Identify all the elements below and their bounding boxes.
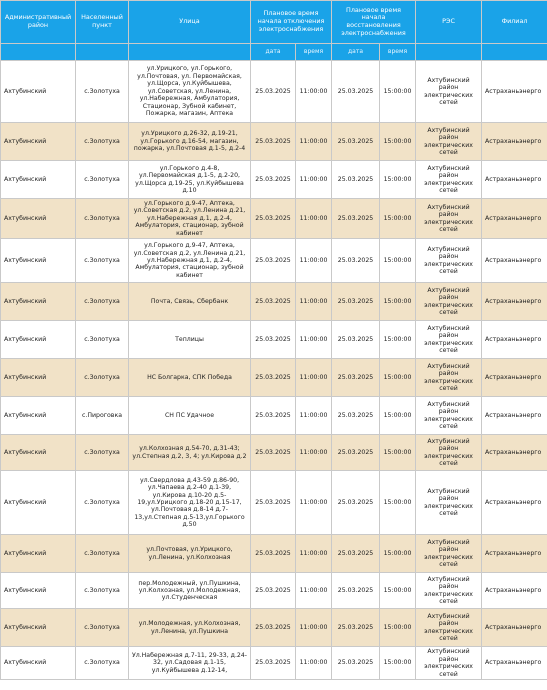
on-date-cell: 25.03.2025 — [332, 123, 380, 161]
street-cell: СН ПС Удачное — [129, 397, 251, 435]
header-off-date: дата — [251, 44, 296, 61]
district-cell: Ахтубинский — [1, 471, 76, 535]
on-date-cell: 25.03.2025 — [332, 161, 380, 199]
off-date-cell: 25.03.2025 — [251, 573, 296, 609]
district-cell: Ахтубинский — [1, 609, 76, 647]
branch-cell: Астраханьэнерго — [482, 359, 547, 397]
on-date-cell: 25.03.2025 — [332, 359, 380, 397]
on-time-cell: 15:00:00 — [380, 359, 416, 397]
table-row — [1, 647, 547, 680]
off-date-cell: 25.03.2025 — [251, 123, 296, 161]
table-row — [1, 609, 547, 647]
on-time-cell: 15:00:00 — [380, 61, 416, 123]
branch-cell: Астраханьэнерго — [482, 609, 547, 647]
res-cell: Ахтубинский район электрических сетей — [416, 283, 482, 321]
on-date-cell: 25.03.2025 — [332, 435, 380, 471]
street-cell: ул.Урицкого, ул.Горького, ул.Почтовая, ул. Первомайская, ул.Щорса, ул.Куйбышева, ул.Советская, ул.Ленина, ул.Набережная, Амбулатория, Стационар, Зубной кабинет, Пожарка, магазин, Аптека — [129, 61, 251, 123]
header-sub-empty — [416, 44, 482, 61]
on-time-cell: 15:00:00 — [380, 283, 416, 321]
res-cell: Ахтубинский район электрических сетей — [416, 535, 482, 573]
off-date-cell: 25.03.2025 — [251, 609, 296, 647]
district-cell: Ахтубинский — [1, 573, 76, 609]
street-cell: НС Болгарка, СПК Победа — [129, 359, 251, 397]
off-time-cell: 11:00:00 — [296, 199, 332, 239]
on-time-cell: 15:00:00 — [380, 435, 416, 471]
header-sub-empty — [76, 44, 129, 61]
off-time-cell: 11:00:00 — [296, 161, 332, 199]
table-row — [1, 61, 547, 123]
settlement-cell: с.Золотуха — [76, 609, 129, 647]
header-on-date: дата — [332, 44, 380, 61]
on-date-cell: 25.03.2025 — [332, 283, 380, 321]
district-cell: Ахтубинский — [1, 647, 76, 680]
res-cell: Ахтубинский район электрических сетей — [416, 647, 482, 680]
on-time-cell: 15:00:00 — [380, 647, 416, 680]
off-time-cell: 11:00:00 — [296, 435, 332, 471]
settlement-cell: с.Золотуха — [76, 321, 129, 359]
on-date-cell: 25.03.2025 — [332, 397, 380, 435]
off-date-cell: 25.03.2025 — [251, 199, 296, 239]
table-row — [1, 283, 547, 321]
street-cell: ул.Молодежная, ул.Колхозная, ул.Ленина, ул.Пушкина — [129, 609, 251, 647]
branch-cell: Астраханьэнерго — [482, 61, 547, 123]
table-row — [1, 199, 547, 239]
res-cell: Ахтубинский район электрических сетей — [416, 321, 482, 359]
on-time-cell: 15:00:00 — [380, 471, 416, 535]
branch-cell: Астраханьэнерго — [482, 123, 547, 161]
settlement-cell: с.Золотуха — [76, 647, 129, 680]
table-row — [1, 359, 547, 397]
off-time-cell: 11:00:00 — [296, 573, 332, 609]
res-cell: Ахтубинский район электрических сетей — [416, 61, 482, 123]
table-row — [1, 535, 547, 573]
settlement-cell: с.Золотуха — [76, 535, 129, 573]
on-time-cell: 15:00:00 — [380, 321, 416, 359]
street-cell: ул.Горького д.4-8, ул.Первомайская д.1-5, д.2-20, ул.Щорса д.19-25, ул.Куйбышева д.10 — [129, 161, 251, 199]
header-district: Административный район — [1, 1, 76, 44]
res-cell: Ахтубинский район электрических сетей — [416, 609, 482, 647]
table-row — [1, 471, 547, 535]
off-date-cell: 25.03.2025 — [251, 397, 296, 435]
off-time-cell: 11:00:00 — [296, 471, 332, 535]
off-date-cell: 25.03.2025 — [251, 283, 296, 321]
street-cell: ул.Колхозная д.54-70, д.31-43; ул.Степная д.2, 3, 4; ул.Кирова д.2 — [129, 435, 251, 471]
branch-cell: Астраханьэнерго — [482, 199, 547, 239]
district-cell: Ахтубинский — [1, 535, 76, 573]
header-branch: Филиал — [482, 1, 547, 44]
settlement-cell: с.Золотуха — [76, 239, 129, 283]
on-date-cell: 25.03.2025 — [332, 609, 380, 647]
res-cell: Ахтубинский район электрических сетей — [416, 239, 482, 283]
off-time-cell: 11:00:00 — [296, 397, 332, 435]
header-on-time: Плановое время начала восстановления электроснабжения — [332, 1, 416, 44]
on-date-cell: 25.03.2025 — [332, 647, 380, 680]
settlement-cell: с.Золотуха — [76, 283, 129, 321]
off-date-cell: 25.03.2025 — [251, 321, 296, 359]
on-date-cell: 25.03.2025 — [332, 471, 380, 535]
res-cell: Ахтубинский район электрических сетей — [416, 573, 482, 609]
on-time-cell: 15:00:00 — [380, 123, 416, 161]
table-row — [1, 239, 547, 283]
table-row — [1, 123, 547, 161]
res-cell: Ахтубинский район электрических сетей — [416, 161, 482, 199]
header-off-time-sub: время — [296, 44, 332, 61]
settlement-cell: с.Золотуха — [76, 61, 129, 123]
on-date-cell: 25.03.2025 — [332, 321, 380, 359]
header-settlement: Населенный пункт — [76, 1, 129, 44]
settlement-cell: с.Золотуха — [76, 573, 129, 609]
on-time-cell: 15:00:00 — [380, 239, 416, 283]
branch-cell: Астраханьэнерго — [482, 397, 547, 435]
off-date-cell: 25.03.2025 — [251, 359, 296, 397]
street-cell: пер.Молодежный, ул.Пушкина, ул.Колхозная, ул.Молодежная, ул.Студенческая — [129, 573, 251, 609]
on-time-cell: 15:00:00 — [380, 535, 416, 573]
res-cell: Ахтубинский район электрических сетей — [416, 397, 482, 435]
branch-cell: Астраханьэнерго — [482, 161, 547, 199]
settlement-cell: с.Золотуха — [76, 435, 129, 471]
on-time-cell: 15:00:00 — [380, 397, 416, 435]
table-header — [1, 1, 547, 61]
off-time-cell: 11:00:00 — [296, 61, 332, 123]
table-row — [1, 397, 547, 435]
branch-cell: Астраханьэнерго — [482, 535, 547, 573]
res-cell: Ахтубинский район электрических сетей — [416, 471, 482, 535]
settlement-cell: с.Золотуха — [76, 199, 129, 239]
off-time-cell: 11:00:00 — [296, 535, 332, 573]
branch-cell: Астраханьэнерго — [482, 573, 547, 609]
district-cell: Ахтубинский — [1, 123, 76, 161]
off-time-cell: 11:00:00 — [296, 123, 332, 161]
street-cell: ул.Урицкого д.26-32, д.19-21, ул.Горького д.16-54, магазин, пожарка, ул.Почтовая д.1-5, д.2-4 — [129, 123, 251, 161]
on-time-cell: 15:00:00 — [380, 573, 416, 609]
on-date-cell: 25.03.2025 — [332, 239, 380, 283]
district-cell: Ахтубинский — [1, 283, 76, 321]
header-sub-empty — [129, 44, 251, 61]
off-time-cell: 11:00:00 — [296, 321, 332, 359]
district-cell: Ахтубинский — [1, 359, 76, 397]
off-time-cell: 11:00:00 — [296, 359, 332, 397]
district-cell: Ахтубинский — [1, 61, 76, 123]
street-cell: Теплицы — [129, 321, 251, 359]
table-row — [1, 435, 547, 471]
street-cell: ул.Горького д.9-47, Аптека, ул.Советская д.2, ул.Ленина д.21, ул.Набережная д.1, д.2-4, Амбулатория, стационар, зубной кабинет — [129, 239, 251, 283]
district-cell: Ахтубинский — [1, 239, 76, 283]
res-cell: Ахтубинский район электрических сетей — [416, 199, 482, 239]
branch-cell: Астраханьэнерго — [482, 239, 547, 283]
street-cell: ул.Горького д.9-47, Аптека, ул.Советская д.2, ул.Ленина д.21, ул.Набережная д.1, д.2-4, Амбулатория, стационар, зубной кабинет — [129, 199, 251, 239]
res-cell: Ахтубинский район электрических сетей — [416, 359, 482, 397]
off-time-cell: 11:00:00 — [296, 239, 332, 283]
header-sub-empty — [482, 44, 547, 61]
off-time-cell: 11:00:00 — [296, 283, 332, 321]
header-off-time: Плановое время начала отключения электроснабжения — [251, 1, 332, 44]
header-res: РЭС — [416, 1, 482, 44]
branch-cell: Астраханьэнерго — [482, 435, 547, 471]
off-date-cell: 25.03.2025 — [251, 61, 296, 123]
settlement-cell: с.Золотуха — [76, 359, 129, 397]
district-cell: Ахтубинский — [1, 397, 76, 435]
street-cell: Ул.Набережная д.7-11, 29-33, д.24-32, ул.Садовая д.1-15, ул.Куйбышева д.12-14, — [129, 647, 251, 680]
on-date-cell: 25.03.2025 — [332, 573, 380, 609]
header-on-time-sub: время — [380, 44, 416, 61]
off-date-cell: 25.03.2025 — [251, 471, 296, 535]
table-row — [1, 321, 547, 359]
header-sub-empty — [1, 44, 76, 61]
on-time-cell: 15:00:00 — [380, 609, 416, 647]
res-cell: Ахтубинский район электрических сетей — [416, 435, 482, 471]
off-date-cell: 25.03.2025 — [251, 535, 296, 573]
street-cell: ул.Свердлова д.43-59 д.86-90, ул.Чапаева д.2-40 д.1-39, ул.Кирова д.10-20 д.5-19,ул.Урицкого д.18-20 д.15-17, ул.Почтовая д.8-14 д.7-13,ул.Степная д.5-13,ул.Горького д.50 — [129, 471, 251, 535]
branch-cell: Астраханьэнерго — [482, 471, 547, 535]
street-cell: Почта, Связь, Сбербанк — [129, 283, 251, 321]
off-date-cell: 25.03.2025 — [251, 161, 296, 199]
on-time-cell: 15:00:00 — [380, 161, 416, 199]
res-cell: Ахтубинский район электрических сетей — [416, 123, 482, 161]
settlement-cell: с.Золотуха — [76, 161, 129, 199]
off-date-cell: 25.03.2025 — [251, 239, 296, 283]
off-date-cell: 25.03.2025 — [251, 647, 296, 680]
district-cell: Ахтубинский — [1, 321, 76, 359]
on-time-cell: 15:00:00 — [380, 199, 416, 239]
off-date-cell: 25.03.2025 — [251, 435, 296, 471]
street-cell: ул.Почтовая, ул.Урицкого, ул.Ленина, ул.Колхозная — [129, 535, 251, 573]
off-time-cell: 11:00:00 — [296, 609, 332, 647]
branch-cell: Астраханьэнерго — [482, 283, 547, 321]
settlement-cell: с.Пироговка — [76, 397, 129, 435]
branch-cell: Астраханьэнерго — [482, 647, 547, 680]
table-row — [1, 161, 547, 199]
branch-cell: Астраханьэнерго — [482, 321, 547, 359]
district-cell: Ахтубинский — [1, 435, 76, 471]
on-date-cell: 25.03.2025 — [332, 199, 380, 239]
table-row — [1, 573, 547, 609]
on-date-cell: 25.03.2025 — [332, 61, 380, 123]
off-time-cell: 11:00:00 — [296, 647, 332, 680]
settlement-cell: с.Золотуха — [76, 123, 129, 161]
header-street: Улица — [129, 1, 251, 44]
district-cell: Ахтубинский — [1, 161, 76, 199]
on-date-cell: 25.03.2025 — [332, 535, 380, 573]
table-body — [1, 61, 547, 680]
settlement-cell: с.Золотуха — [76, 471, 129, 535]
district-cell: Ахтубинский — [1, 199, 76, 239]
